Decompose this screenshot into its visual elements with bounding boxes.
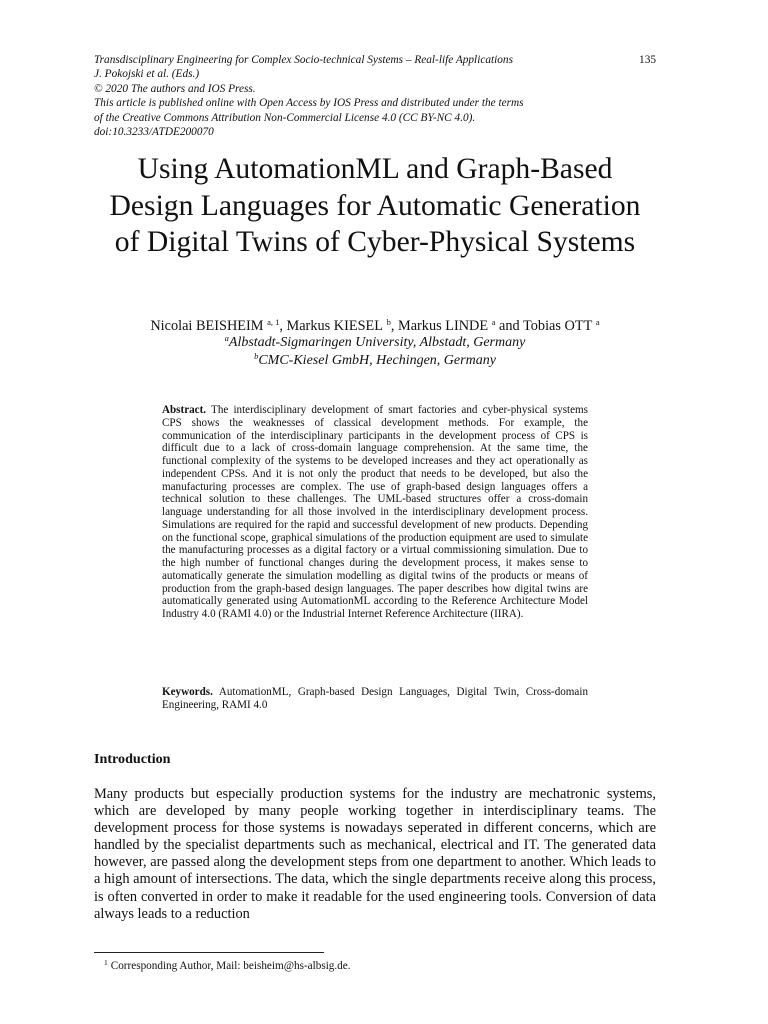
header-line-license-1: This article is published online with Open Access by IOS Press and distributed under the terms [94,97,524,110]
author-name: Tobias OTT [523,318,593,334]
affiliation-text: Albstadt-Sigmaringen University, Albstadt, Germany [228,335,526,350]
abstract [162,404,588,621]
header-line-copyright: © 2020 The authors and IOS Press. [94,82,256,95]
paper-title: Using AutomationML and Graph-Based Design Languages for Automatic Generation of Digital Twins of Cyber-Physical Systems [109,153,641,258]
affiliation-text: CMC-Kiesel GmbH, Hechingen, Germany [258,353,496,368]
header-line-editors: J. Pokojski et al. (Eds.) [94,68,200,81]
header-line-doi: doi:10.3233/ATDE200070 [94,126,214,139]
author-name: Markus KIESEL [286,318,383,334]
running-header [94,53,656,139]
author-list [94,317,656,335]
body-paragraph: Many products but especially production systems for the industry are mechatronic systems, which are developed by many people working together in interdisciplinary teams. The development process for those systems is nowadays seperated in different concerns, which are handled by the specialist departments such as mechanical, electrical and IT. The generated data however, are passed along the development steps from one department to another. Which leads to a high amount of intersections. The data, which the single departments receive along this process, is often converted in order to make it readable for the used engineering tools. Conversion of data always leads to a reduction [94,786,657,922]
affiliation-mark: b [254,351,259,361]
header-line-book-title: Transdisciplinary Engineering for Complex Socio-technical Systems – Real-life Applications [94,54,513,66]
abstract-label: Abstract. [162,404,207,416]
affiliation-a [94,334,656,352]
footnote-text: Corresponding Author, Mail: beisheim@hs-albsig.de. [110,960,351,972]
keywords-label: Keywords. [162,686,213,698]
author-affiliation-mark: a [595,317,600,327]
author-affiliation-mark: a, 1 [267,317,280,327]
keywords-text: AutomationML, Graph-based Design Languages, Digital Twin, Cross-domain Engineering, RAMI 4.0 [162,686,588,712]
footnote-divider [94,952,324,953]
page-number: 135 [639,54,656,66]
affiliation-mark: a [224,333,229,343]
author-affiliation-mark: a [491,317,496,327]
abstract-text: The interdisciplinary development of smart factories and cyber-physical systems CPS shows the weaknesses of classical development methods. For example, the communication of the interdisciplinary participants in the development process of CPS is difficult due to a lack of cross-domain language comprehension. At the same time, the functional complexity of the systems to be developed increases and they act operationally as independent CPSs. And it is not only the product that needs to be developed, but also the manufacturing processes are complex. The use of graph-based design languages offers a technical solution to these challenges. The UML-based structures offer a cross-domain language understanding for all those involved in the interdisciplinary development process. Simulations are required for the rapid and successful development of new products. Depending on the functional scope, graphical simulations of the production equipment are used to simulate the manufacturing processes as a digital factory or a virtual commissioning simulation. Due to the high number of functional changes during the development process, it makes sense to automatically generate the simulation modelling as digital twins of the products or means of production from the graph-based design languages. The paper describes how digital twins are automatically generated using AutomationML according to the Reference Architecture Model Industry 4.0 (RAMI 4.0) or the Industrial Internet Reference Architecture (IIRA). [162,404,589,620]
affiliation-b [94,352,656,370]
author-separator: and [495,318,524,334]
author-name: Markus LINDE [397,318,489,334]
footnote [104,960,351,972]
keywords [162,686,588,713]
section-heading: Introduction [94,751,171,767]
author-affiliation-mark: b [386,317,391,327]
footnote-mark: 1 [104,958,108,967]
header-line-license-2: of the Creative Commons Attribution Non-Commercial License 4.0 (CC BY-NC 4.0). [94,111,476,124]
author-separator: , [279,318,287,334]
author-name: Nicolai BEISHEIM [150,318,264,334]
author-separator: , [390,318,398,334]
